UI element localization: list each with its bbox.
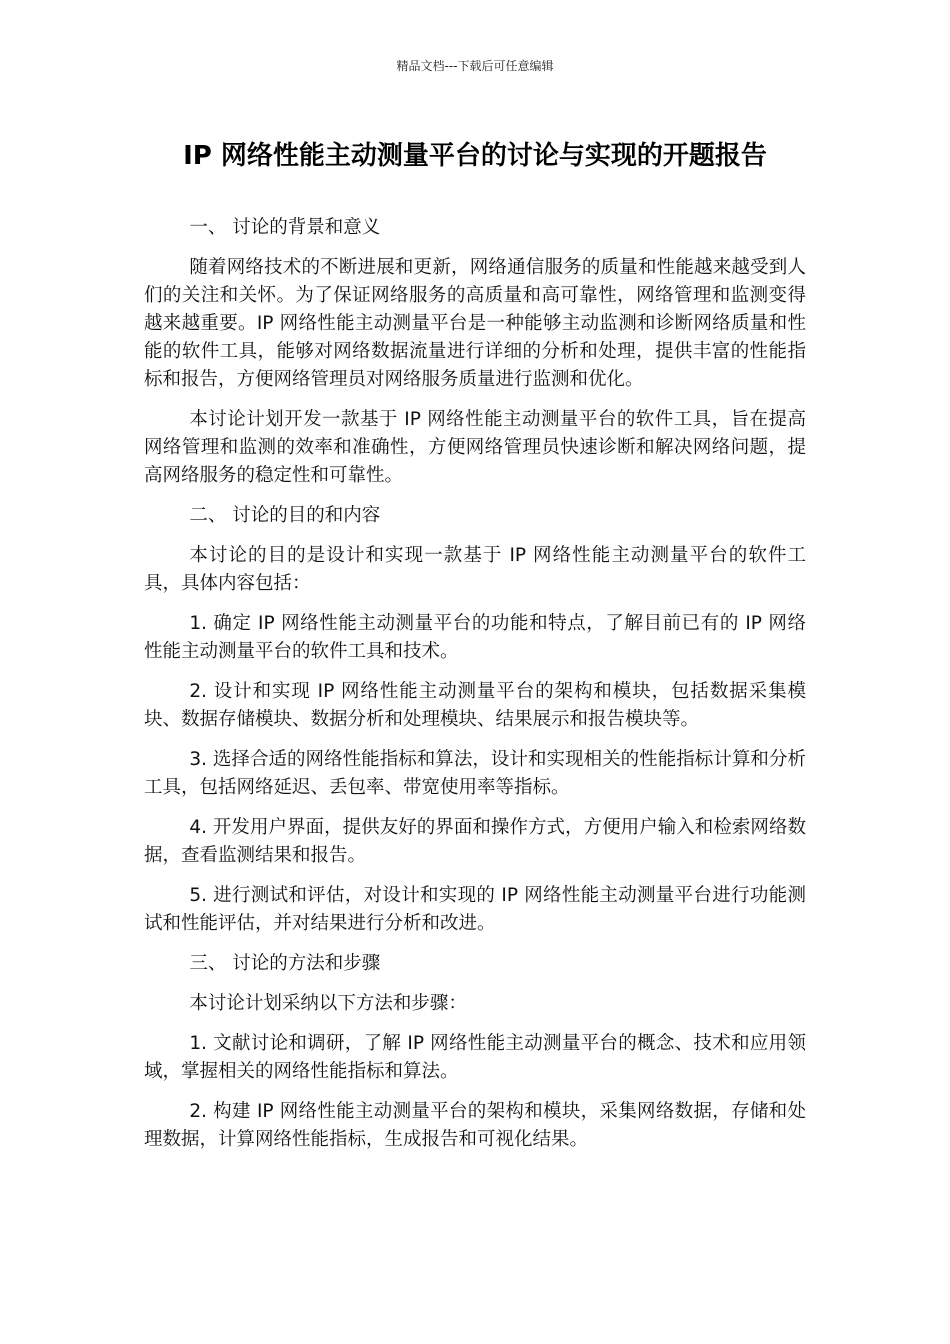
- paragraph-methods-intro: 本讨论计划采纳以下方法和步骤：: [189, 993, 467, 1014]
- paragraph-background-2: 本讨论计划开发一款基于 IP 网络性能主动测量平台的软件工具，旨在提高网络管理和监测的效率和准确性，方便网络管理员快速诊断和解决网络问题，提高网络服务的稳定性和可靠性。: [144, 409, 806, 486]
- list-item-goal-4: 4. 开发用户界面，提供友好的界面和操作方式，方便用户输入和检索网络数据，查看监测结果和报告。: [144, 817, 806, 866]
- paragraph-goals-intro: 本讨论的目的是设计和实现一款基于 IP 网络性能主动测量平台的软件工具，具体内容包括：: [144, 545, 806, 594]
- list-item-goal-1: 1. 确定 IP 网络性能主动测量平台的功能和特点，了解目前已有的 IP 网络性能主动测量平台的软件工具和技术。: [144, 613, 806, 662]
- document-body: [144, 214, 806, 1166]
- list-item-goal-3: 3. 选择合适的网络性能指标和算法，设计和实现相关的性能指标计算和分析工具，包括网络延迟、丢包率、带宽使用率等指标。: [144, 749, 806, 798]
- section-heading-background: 一、 讨论的背景和意义: [189, 217, 381, 238]
- list-item-method-2: 2. 构建 IP 网络性能主动测量平台的架构和模块，采集网络数据，存储和处理数据，计算网络性能指标，生成报告和可视化结果。: [144, 1101, 806, 1150]
- document-title: IP 网络性能主动测量平台的讨论与实现的开题报告: [183, 141, 767, 171]
- list-item-goal-2: 2. 设计和实现 IP 网络性能主动测量平台的架构和模块，包括数据采集模块、数据存储模块、数据分析和处理模块、结果展示和报告模块等。: [144, 681, 806, 730]
- paragraph-background-1: 随着网络技术的不断进展和更新，网络通信服务的质量和性能越来越受到人们的关注和关怀。为了保证网络服务的高质量和高可靠性，网络管理和监测变得越来越重要。IP 网络性能主动测量平台是一种能够主动监测和诊断网络质量和性能的软件工具，能够对网络数据流量进行详细的分析和处理，提供丰富的性能指标和报告，方便网络管理员对网络服务质量进行监测和优化。: [144, 257, 806, 390]
- section-heading-goals: 二、 讨论的目的和内容: [189, 505, 381, 526]
- section-heading-methods: 三、 讨论的方法和步骤: [189, 953, 381, 974]
- list-item-method-1: 1. 文献讨论和调研，了解 IP 网络性能主动测量平台的概念、技术和应用领域，掌握相关的网络性能指标和算法。: [144, 1033, 806, 1082]
- page-header: 精品文档---下载后可任意编辑: [396, 59, 554, 73]
- list-item-goal-5: 5. 进行测试和评估，对设计和实现的 IP 网络性能主动测量平台进行功能测试和性能评估，并对结果进行分析和改进。: [144, 885, 806, 934]
